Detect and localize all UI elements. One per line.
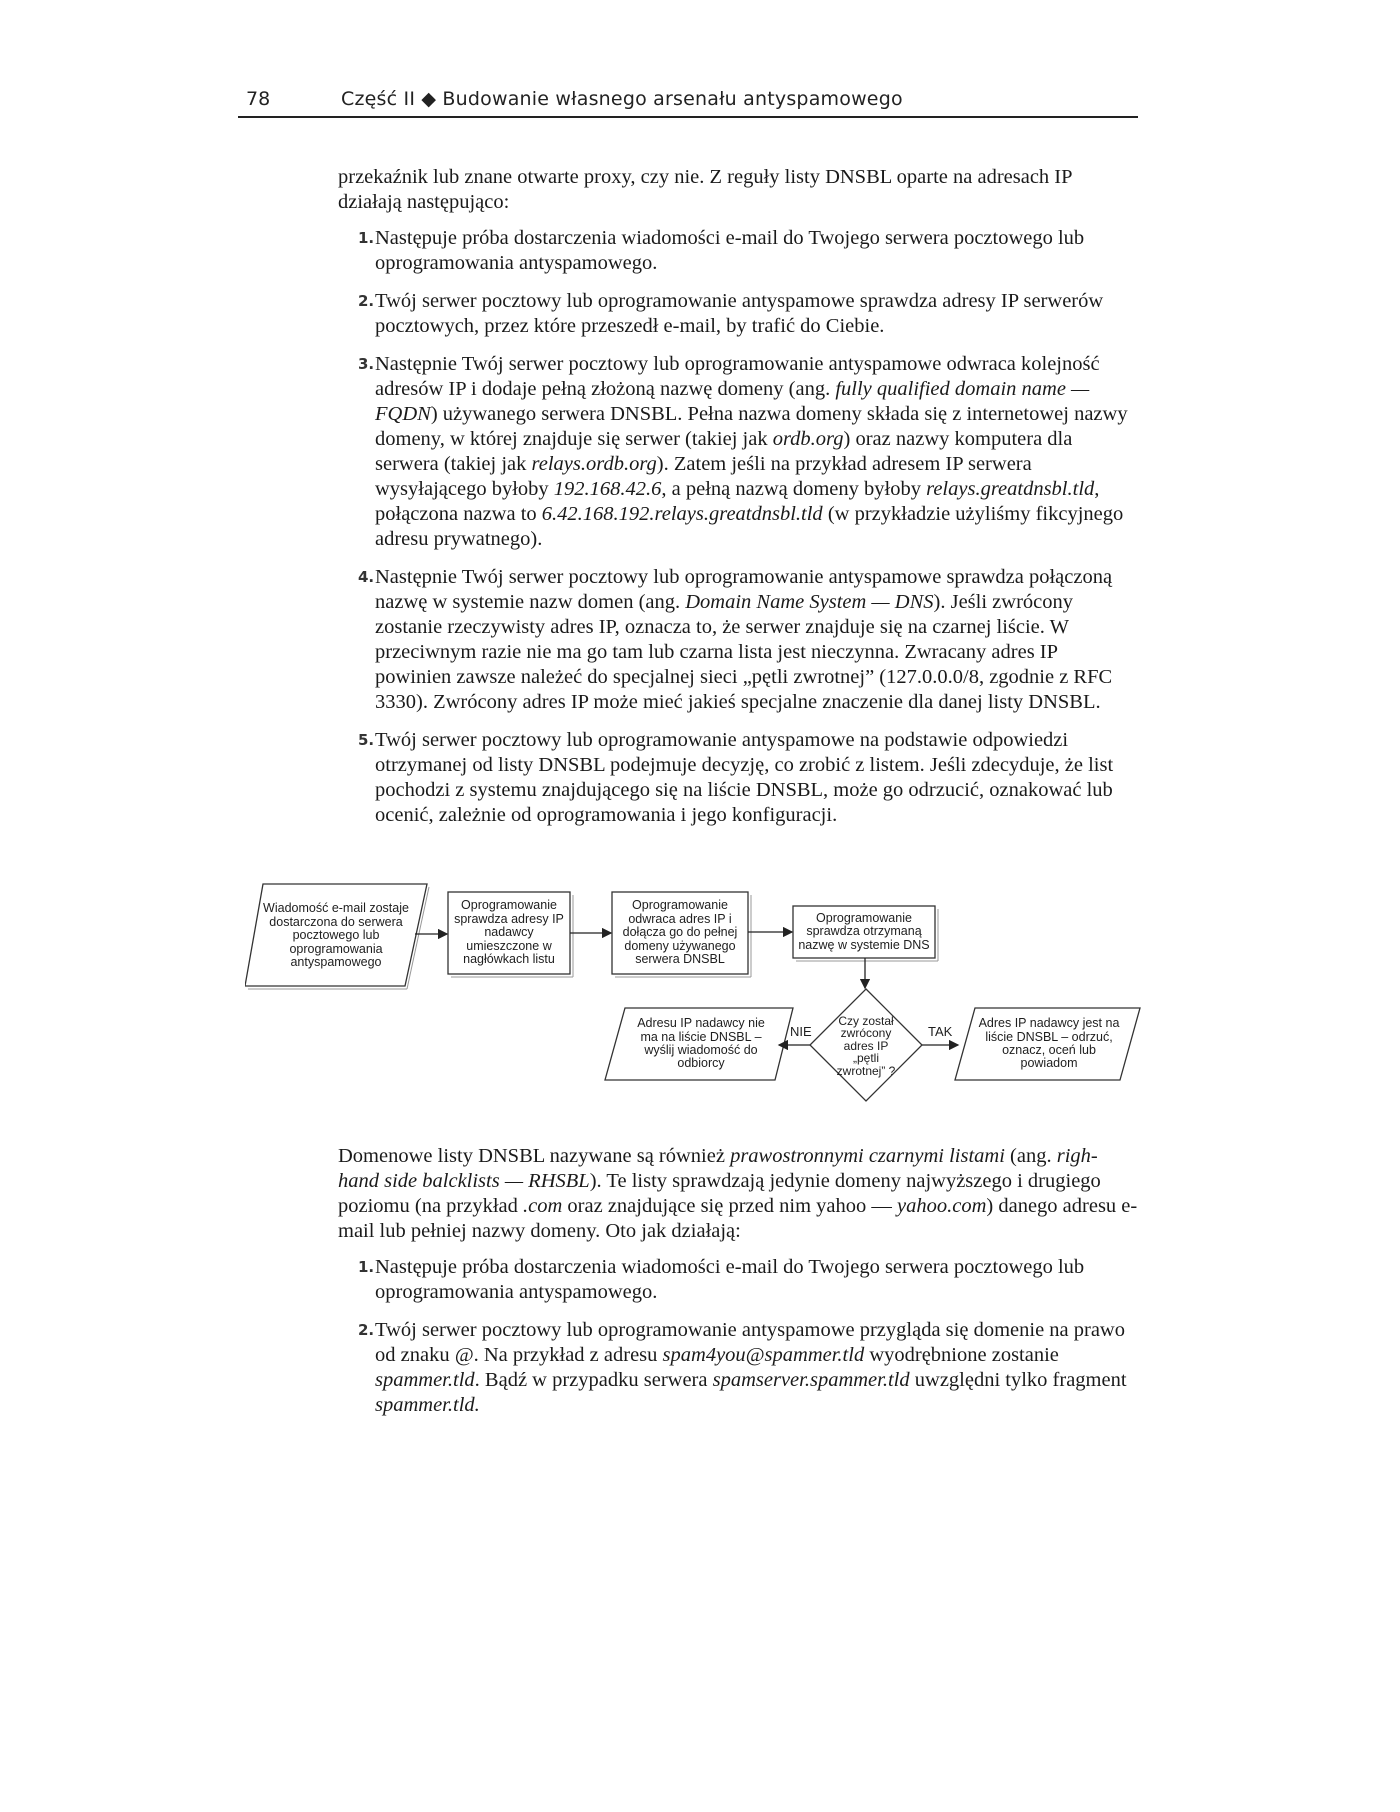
italic-run: spammer.tld.	[375, 1394, 480, 1416]
italic-run: @	[454, 1344, 474, 1366]
decision-node: Czy został zwrócony adres IP „pętli zwrotnej” ?	[836, 1013, 896, 1078]
text-run: ) oraz nazwy komputera dla serwera (takiej jak	[375, 428, 1073, 475]
section2-intro	[338, 1144, 1138, 1244]
step-text	[375, 1318, 1138, 1418]
italic-run: .com	[523, 1195, 563, 1217]
step-text	[375, 565, 1138, 715]
text-run: ) danego adresu e-mail lub pełniej nazwy domeny. Oto jak działają:	[338, 1195, 1138, 1242]
step-text: Następuje próba dostarczenia wiadomości e-mail do Twojego serwera pocztowego lub oprogramowania antyspamowego.	[375, 1256, 1085, 1303]
italic-run: prawostronnymi czarnymi listami	[730, 1145, 1005, 1167]
text-run: ). Te listy sprawdzają jedynie domeny najwyższego i drugiego poziomu (na przykład	[338, 1170, 1101, 1217]
step-number: 2.	[358, 1321, 375, 1339]
list-item	[338, 565, 1138, 715]
step-number: 1.	[358, 1258, 375, 1276]
step-number: 5.	[358, 731, 375, 749]
page-number: 78	[246, 88, 271, 110]
italic-run: relays.ordb.org	[531, 453, 657, 475]
step-text: Twój serwer pocztowy lub oprogramowanie antyspamowe sprawdza adresy IP serwerów pocztowych, przez które przeszedł e-mail, by trafić do Ciebie.	[375, 290, 1104, 337]
text-run: , połączona nazwa to	[375, 478, 1100, 525]
section1-intro: przekaźnik lub znane otwarte proxy, czy nie. Z reguły listy DNSBL oparte na adresach IP działają następująco:	[338, 166, 1072, 213]
list-item	[338, 728, 1138, 828]
box-dns-check-node: Oprogramowanie sprawdza otrzymaną nazwę w systemie DNS	[798, 910, 930, 952]
italic-run: spammer.tld	[375, 1369, 475, 1391]
list-item	[338, 226, 1138, 276]
no-label: NIE	[790, 1024, 812, 1039]
text-run: Twój serwer pocztowy lub oprogramowanie antyspamowe przygląda się domenie na prawo od znaku	[375, 1319, 1125, 1366]
text-run: Następnie Twój serwer pocztowy lub oprogramowanie antyspamowe odwraca kolejność adresów IP i dodaje pełną złożoną nazwę domeny (ang.	[375, 353, 1100, 400]
text-run: Domenowe listy DNSBL nazywane są również	[338, 1145, 731, 1167]
text-run: Następnie Twój serwer pocztowy lub oprogramowanie antyspamowe sprawdza połączoną nazwę w systemie nazw domen (ang.	[375, 566, 1113, 613]
box-reverse-ip-node: Oprogramowanie odwraca adres IP i dołącza go do pełnej domeny używanego serwera DNSBL	[622, 898, 738, 967]
section2-steps	[338, 1255, 1138, 1418]
italic-run: Domain Name System — DNS	[685, 591, 934, 613]
dnsbl-flow-diagram	[245, 882, 1145, 1112]
running-head: Część II ◆ Budowanie własnego arsenału antyspamowego	[341, 88, 903, 110]
text-run: oraz znajdujące się przed nim yahoo —	[562, 1195, 897, 1217]
step-text: Twój serwer pocztowy lub oprogramowanie antyspamowe na podstawie odpowiedzi otrzymanej od listy DNSBL podejmuje decyzję, co zrobić z listem. Jeśli zdecyduje, że list pochodzi z systemu znajdującego się na liście DNSBL, może go odrzucić, oznakować lub ocenić, zależnie od oprogramowania i jego konfiguracji.	[375, 729, 1114, 826]
list-item	[338, 352, 1138, 552]
italic-run: 6.42.168.192.relays.greatdnsbl.tld	[541, 503, 823, 525]
start-node: Wiadomość e-mail zostaje dostarczona do serwera pocztowego lub oprogramowania antyspamowego	[263, 901, 409, 970]
text-run: uwzględni tylko fragment	[909, 1369, 1127, 1391]
section-dnsbl-ip	[338, 165, 1138, 828]
italic-run: righ-hand side balcklists — RHSBL	[338, 1145, 1098, 1192]
text-run: . Bądź w przypadku serwera	[474, 1369, 713, 1391]
no-result-node: Adresu IP nadawcy nie ma na liście DNSBL – wyślij wiadomość do odbiorcy	[637, 1016, 765, 1071]
text-run: . Na przykład z adresu	[473, 1344, 663, 1366]
box-check-ip-node: Oprogramowanie sprawdza adresy IP nadawcy umieszczone w nagłówkach listu	[454, 898, 564, 967]
text-run: wyodrębnione zostanie	[864, 1344, 1059, 1366]
step-text	[375, 352, 1138, 552]
yes-label: TAK	[928, 1024, 953, 1039]
list-item	[338, 1255, 1138, 1305]
step-number: 1.	[358, 229, 375, 247]
section1-steps	[338, 226, 1138, 828]
list-item	[338, 1318, 1138, 1418]
text-run: (w przykładzie użyliśmy fikcyjnego adresu prywatnego).	[375, 503, 1124, 550]
italic-run: yahoo.com	[897, 1195, 987, 1217]
italic-run: spam4you@spammer.tld	[662, 1344, 865, 1366]
text-run: ). Zatem jeśli na przykład adresem IP serwera wysyłającego byłoby	[375, 453, 1032, 500]
text-run: ) używanego serwera DNSBL. Pełna nazwa domeny składa się z internetowej nazwy domeny, w której znajduje się serwer (takiej jak	[375, 403, 1128, 450]
step-text: Następuje próba dostarczenia wiadomości e-mail do Twojego serwera pocztowego lub oprogramowania antyspamowego.	[375, 227, 1085, 274]
step-number: 2.	[358, 292, 375, 310]
italic-run: 192.168.42.6	[553, 478, 662, 500]
text-run: , a pełną nazwą domeny byłoby	[661, 478, 927, 500]
text-run: (ang.	[1004, 1145, 1057, 1167]
italic-run: relays.greatdnsbl.tld	[926, 478, 1095, 500]
text-run: ). Jeśli zwrócony zostanie rzeczywisty adres IP, oznacza to, że serwer znajduje się na czarnej liście. W przeciwnym razie nie ma go tam lub czarna lista jest nieczynna. Zwracany adres IP powinien zawsze należeć do specjalnej sieci „pętli zwrotnej” (127.0.0.0/8, zgodnie z RFC 3330). Zwrócony adres IP może mieć jakieś specjalne znaczenie dla danej listy DNSBL.	[375, 591, 1113, 713]
section-rhsbl	[338, 1144, 1138, 1418]
italic-run: spamserver.spammer.tld	[712, 1369, 910, 1391]
step-number: 4.	[358, 568, 375, 586]
list-item	[338, 289, 1138, 339]
step-number: 3.	[358, 355, 375, 373]
page-header	[238, 84, 1138, 118]
italic-run: fully qualified domain name — FQDN	[375, 378, 1090, 425]
yes-result-node: Adres IP nadawcy jest na liście DNSBL – odrzuć, oznacz, oceń lub powiadom	[978, 1016, 1120, 1071]
italic-run: ordb.org	[772, 428, 844, 450]
